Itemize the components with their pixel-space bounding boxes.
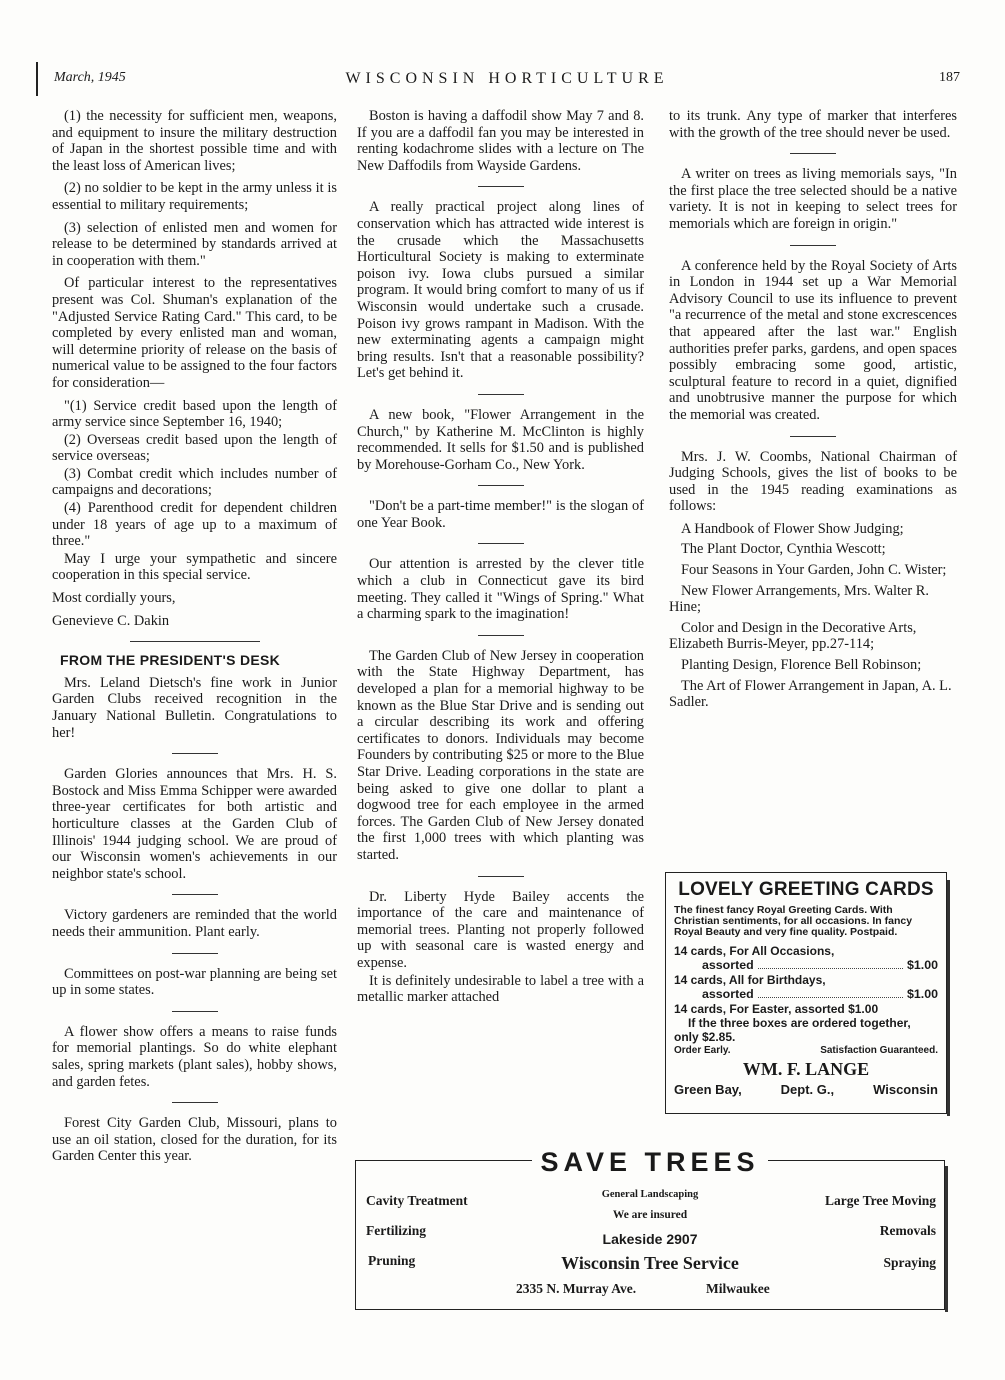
column-left [52, 108, 337, 1171]
ad-line-label: assorted [702, 987, 754, 1001]
news-item: to its trunk. Any type of marker that interferes with the growth of the tree should never be used. [669, 108, 957, 141]
news-item: A really practical project along lines of conservation which has attracted wide interest is the crusade which the Massachusetts Horticultural Society is making to exterminate poison ivy. Iowa clubs pursued a similar program. It would bring comfort to many of us if Wisconsin would undertake such a crusade. Poison ivy grows rampant in Madison. With the new exterminating agents a campaign might bring results. Isn't that a reasonable possibility? Let's get behind it. [357, 199, 644, 382]
president-note: Committees on post-war planning are being set up in some states. [52, 965, 337, 999]
separator [172, 1102, 218, 1103]
book-item: The Art of Flower Arrangement in Japan, A. L. Sadler. [669, 677, 952, 711]
separator [790, 245, 836, 246]
service-label: General Landscaping [601, 1189, 699, 1200]
ad-line: 14 cards, All for Birthdays, [674, 973, 826, 987]
ad-line-label: assorted [702, 958, 754, 972]
ad-shadow [945, 1166, 948, 1312]
factor-2: (2) Overseas credit based upon the length of service overseas; [52, 431, 337, 465]
factor-3: (3) Combat credit which includes number of campaigns and decorations; [52, 465, 337, 499]
book-item: A Handbook of Flower Show Judging; [681, 520, 904, 537]
page-number: 187 [939, 70, 960, 85]
separator [478, 876, 524, 877]
book-list [669, 521, 957, 711]
interest-paragraph: Of particular interest to the representatives present was Col. Shuman's explanation of the "Adjusted Service Rating Card." This card, to be completed by every enlisted man and woman, will determine priority of release on the basis of numerical value to be assigned to the four factors for consideration— [52, 275, 337, 391]
separator [478, 394, 524, 395]
news-item: A new book, "Flower Arrangement in the Church," by Katherine M. McClinton is highly recommended. It sells for $1.50 and is published by Morehouse-Gorham Co., New York. [357, 406, 644, 473]
ad-description: The finest fancy Royal Greeting Cards. With Christian sentiments, for all occasions. In fancy Royal Beauty and very fine quality. Postpaid. [674, 904, 913, 938]
news-item: A conference held by the Royal Society of Arts in London in 1944 set up a War Memorial Advisory Council to use its influence to prevent "a recurrence of the metal and stone excrescences that appeared after the last war." English authorities prefer parks, gardens, and open spaces possibly embracing some good, artistic, sculptural feature to record in a quiet, dignified and unobtrusive manner the purpose for which the memorial was created. [669, 257, 957, 423]
magazine-title: WISCONSIN HORTICULTURE [345, 70, 669, 87]
service-label: Spraying [883, 1255, 936, 1270]
column-right [669, 108, 957, 715]
ad-state: Wisconsin [873, 1082, 938, 1097]
ad-price: $1.00 [906, 958, 938, 972]
page-header [54, 70, 960, 92]
signoff: Most cordially yours, [52, 590, 176, 607]
dot-leader [758, 987, 903, 998]
section-heading: FROM THE PRESIDENT'S DESK [60, 652, 281, 669]
ad-title-text: SAVE TREES [532, 1147, 767, 1177]
signer-name: Genevieve C. Dakin [52, 612, 170, 629]
ad-line: 14 cards, For Easter, assorted $1.00 [674, 1002, 879, 1016]
phone-number: Lakeside 2907 [602, 1231, 698, 1247]
separator [478, 635, 524, 636]
letter-item-1: (1) the necessity for sufficient men, weapons, and equipment to insure the military destruction of Japan in the shortest possible time and with the least loss of American lives; [52, 108, 337, 174]
president-note: Victory gardeners are reminded that the world needs their ammunition. Plant early. [52, 907, 337, 940]
service-label: Fertilizing [366, 1223, 426, 1238]
greeting-cards-ad [665, 872, 947, 1114]
issue-date: March, 1945 [54, 70, 126, 85]
news-item: A writer on trees as living memorials says, "In the first place the tree selected should be a native variety. It is not in keeping to select trees for memorials which are foreign in origin." [669, 166, 957, 232]
news-item: Boston is having a daffodil show May 7 and 8. If you are a daffodil fan you may be interested in renting kodachrome slides with a lecture on The New Daffodils from Wayside Gardens. [357, 108, 644, 174]
ad-order-note: Order Early. [674, 1045, 731, 1056]
service-label: Removals [879, 1223, 936, 1238]
book-item: Planting Design, Florence Bell Robinson; [681, 657, 922, 674]
ad-guarantee: Satisfaction Guaranteed. [820, 1045, 938, 1056]
news-item: The Garden Club of New Jersey in cooperation with the State Highway Department, has developed a plan for a memorial highway to be known as the Blue Star Drive and is sending out a circular describing its work and offering certificates to donors. Individuals may become Founders by contributing $25 or more to the Blue Star Drive. Leading corporations in the state are being asked to give one dollar to plant a dogwood tree for each employee in the armed forces. The Garden Club of New Jersey donated the first 1,000 trees with which planting was started. [357, 647, 644, 863]
ad-price: $1.00 [906, 987, 938, 1001]
closing-paragraph: May I urge your sympathetic and sincere cooperation in this special service. [52, 550, 337, 584]
ad-city: Green Bay, [674, 1082, 742, 1097]
ad-dept: Dept. G., [780, 1082, 835, 1097]
factor-4: (4) Parenthood credit for dependent children under 18 years of age up to a maximum of three." [52, 500, 337, 550]
ad-price-line [674, 958, 938, 973]
news-item: It is definitely undesirable to label a tree with a metallic marker attached [357, 972, 644, 1006]
separator [172, 1011, 218, 1012]
president-note: Mrs. Leland Dietsch's fine work in Junior Garden Clubs received recognition in the January National Bulletin. Congratulations to her! [52, 674, 337, 741]
president-note: Garden Glories announces that Mrs. H. S. Bostock and Miss Emma Schipper were awarded three-year certificates for both artistic and horticulture classes at the Garden Club of Illinois' 1944 judging school. We are proud of our Wisconsin women's achievements in our neighbor state's school. [52, 766, 337, 882]
president-note: A flower show offers a means to raise funds for memorial plantings. So do white elephant sales, spring markets (plant sales), hobby shows, and garden fetes. [52, 1023, 337, 1090]
margin-rule [36, 62, 38, 96]
company-city: Milwaukee [706, 1281, 770, 1296]
ad-title [356, 1147, 944, 1178]
separator [172, 753, 218, 754]
president-note: Forest City Garden Club, Missouri, plans to use an oil station, closed for the duration, for its Garden Center this year. [52, 1115, 337, 1165]
separator [478, 186, 524, 187]
column-middle [357, 108, 644, 1012]
news-item: "Don't be a part-time member!" is the slogan of one Year Book. [357, 498, 644, 531]
company-name: Wisconsin Tree Service [561, 1253, 739, 1273]
ad-address [674, 1082, 938, 1097]
letter-item-3: (3) selection of enlisted men and women for release to be determined by standards arrived at in cooperation with them." [52, 219, 337, 269]
service-label: Pruning [368, 1253, 416, 1268]
book-item: Color and Design in the Decorative Arts, Elizabeth Burris-Meyer, pp.27-114; [669, 619, 917, 653]
book-item: The Plant Doctor, Cynthia Wescott; [681, 541, 886, 558]
service-label: Cavity Treatment [366, 1193, 468, 1208]
ad-shadow [947, 880, 950, 1116]
ad-line: 14 cards, For All Occasions, [674, 944, 835, 958]
news-item: Our attention is arrested by the clever title which a club in Connecticut gave its bird meeting. They called it "Wings of Spring." What a charming spark to the imagination! [357, 556, 644, 623]
ad-title: LOVELY GREETING CARDS [678, 879, 934, 900]
separator [790, 436, 836, 437]
book-item: New Flower Arrangements, Mrs. Walter R. Hine; [669, 582, 929, 616]
letter-item-2: (2) no soldier to be kept in the army unless it is essential to military requirements; [52, 180, 337, 213]
separator [790, 153, 836, 154]
separator [478, 543, 524, 544]
save-trees-ad [355, 1147, 945, 1310]
ad-footnote [674, 1045, 938, 1056]
ad-price-line [674, 987, 938, 1002]
separator [172, 953, 218, 954]
ad-seller: WM. F. LANGE [742, 1059, 870, 1079]
news-item: Mrs. J. W. Coombs, National Chairman of Judging Schools, gives the list of books to be used in the 1945 reading examinations as follows: [669, 448, 957, 515]
news-item: Dr. Liberty Hyde Bailey accents the importance of the care and maintenance of memorial trees. Planting not properly followed up with seasonal care is wasted energy and expense. [357, 888, 644, 971]
book-item: Four Seasons in Your Garden, John C. Wister; [681, 562, 947, 579]
insured-note: We are insured [612, 1209, 688, 1221]
service-label: Large Tree Moving [825, 1193, 936, 1208]
dot-leader [758, 958, 903, 969]
section-rule [130, 641, 260, 642]
factor-1: "(1) Service credit based upon the length of army service since September 16, 1940; [52, 397, 337, 431]
separator [478, 485, 524, 486]
separator [172, 894, 218, 895]
company-address: 2335 N. Murray Ave. [516, 1281, 637, 1296]
ad-offer: If the three boxes are ordered together, only $2.85. [674, 1016, 911, 1044]
